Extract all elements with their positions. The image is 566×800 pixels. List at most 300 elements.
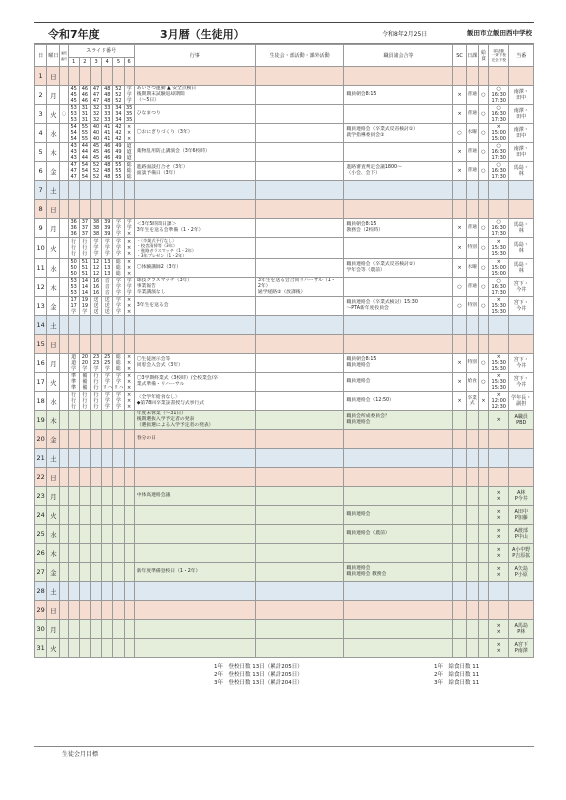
text-line: 16:30: [491, 284, 506, 290]
kyu-cell: ○: [478, 278, 488, 297]
slide-value: 送: [104, 303, 110, 309]
slide-value: 行: [93, 379, 99, 385]
dismissal-cell: [489, 86, 509, 105]
slide-cell: [79, 162, 90, 181]
text-line: ○: [496, 219, 501, 225]
slide-cell: [68, 316, 79, 335]
student-cell: [255, 620, 344, 639]
slide-value: 52: [115, 86, 122, 92]
slide-value: 行: [71, 398, 77, 404]
text-line: 職員連絡会（卒業式反省検討①）: [346, 127, 418, 133]
col-slide: スライド番号: [68, 45, 134, 58]
text-line: （小会、会下）: [346, 171, 381, 176]
slide-cell: [68, 506, 79, 525]
day-row: [35, 297, 534, 316]
staff-cell: [344, 582, 453, 601]
slide-cell: [113, 143, 124, 162]
day-row: [35, 544, 534, 563]
sc-cell: [453, 335, 466, 354]
lunch-cell: 特別: [466, 354, 478, 373]
col-staff: 職員諸会合等: [344, 45, 453, 67]
slide-value: 43: [70, 149, 77, 155]
seq-mark: [60, 162, 68, 181]
slide-value: ×: [127, 297, 132, 303]
text-line: 12:00: [491, 398, 506, 404]
dismissal-cell: [489, 143, 509, 162]
day-number: 13: [35, 297, 47, 316]
slide-value: 学: [115, 239, 121, 245]
lunch-cell: [466, 200, 478, 219]
slide-value: 行: [93, 373, 99, 379]
slide-cell: [90, 506, 101, 525]
slide-value: 19: [81, 297, 89, 303]
slide-value: 53: [70, 284, 77, 290]
calendar-table: [34, 44, 534, 658]
slide-value: 備: [82, 385, 88, 391]
text-line: 2年）: [257, 284, 271, 290]
staff-cell: [344, 143, 453, 162]
kyu-cell: [478, 181, 488, 200]
seq-mark: [60, 238, 68, 259]
text-line: 副担: [516, 401, 527, 407]
issue-date: 令和8年2月25日: [382, 31, 428, 38]
days-2: 2年 登校日数 13日（累計205日）: [214, 672, 303, 678]
event-cell: [134, 392, 255, 411]
slide-value: 39: [104, 225, 111, 231]
slide-value: 行: [71, 392, 77, 398]
day-number: 23: [35, 487, 47, 506]
slide-cell: [79, 105, 90, 124]
slide-cell: [90, 335, 101, 354]
slide-value: 53: [70, 111, 77, 117]
slide-value: 45: [70, 98, 77, 104]
event-cell: [134, 544, 255, 563]
slide-value: 学: [104, 379, 110, 385]
slide-value: 32: [92, 105, 100, 111]
slide-value: 40: [92, 130, 100, 136]
slide-cell: [124, 392, 134, 411]
slide-value: 送: [93, 303, 99, 309]
sc-cell: [453, 506, 466, 525]
slide-value: 44: [81, 143, 89, 149]
slide-value: 25: [104, 360, 111, 366]
text-line: 16:30: [491, 225, 506, 231]
slide-cell: [102, 259, 113, 278]
text-line: 〇おにぎりづくり（3年）: [136, 130, 193, 136]
slide-cell: [90, 67, 101, 86]
kyu-2: 2年 給食日数 11: [434, 672, 480, 678]
text-line: 就学指導委員会①: [346, 133, 385, 138]
duty-cell: [509, 639, 534, 658]
seq-mark: [60, 124, 68, 143]
sc-cell: [453, 449, 466, 468]
weekday: 火: [47, 506, 60, 525]
text-line: 〈全学年給食なし〉: [136, 395, 180, 401]
kyu-cell: ○: [478, 354, 488, 373]
slide-cell: [124, 162, 134, 181]
slide-value: 55: [81, 136, 89, 142]
staff-cell: [344, 86, 453, 105]
kyu-cell: [478, 67, 488, 86]
text-line: 17:30: [491, 155, 506, 161]
day-number: 16: [35, 354, 47, 373]
weekday: 水: [47, 392, 60, 411]
kyu-cell: [478, 582, 488, 601]
slide-cell: [68, 601, 79, 620]
staff-cell: [344, 297, 453, 316]
event-cell: [134, 620, 255, 639]
page-title: 3月暦（生徒用）: [160, 28, 245, 41]
weekday: 火: [47, 639, 60, 658]
slide-value: 学: [93, 251, 99, 257]
slide-value: 36: [70, 219, 77, 225]
slide-value: ×: [127, 239, 132, 245]
text-line: ×: [496, 124, 501, 130]
duty-cell: [509, 525, 534, 544]
slide-value: 48: [104, 162, 111, 168]
staff-cell: [344, 411, 453, 430]
weekday: 火: [47, 373, 60, 392]
duty-cell: [509, 105, 534, 124]
slide-value: 35: [125, 105, 133, 111]
text-line: 15:30: [491, 366, 506, 372]
slide-cell: [113, 392, 124, 411]
weekday: 金: [47, 430, 60, 449]
day-row: [35, 124, 534, 143]
text-line: 馬島・: [513, 242, 529, 248]
student-cell: [255, 544, 344, 563]
slide-value: 総: [115, 271, 121, 277]
slide-value: 52: [92, 162, 100, 168]
student-cell: [255, 162, 344, 181]
slide-value: 総: [115, 265, 121, 271]
slide-value: 総: [115, 366, 121, 372]
text-line: 15:30: [491, 360, 506, 366]
slide-value: 行: [82, 239, 88, 245]
text-line: 田中: [516, 133, 527, 139]
text-line: ＜3年5時間日課＞: [136, 222, 177, 228]
slide-value: 31: [81, 111, 89, 117]
slide-cell: [90, 430, 101, 449]
slide-cell: [90, 219, 101, 238]
slide-value: 学: [126, 290, 132, 296]
dismissal-cell: [489, 639, 509, 658]
slide-value: 41: [104, 136, 111, 142]
weekday: 日: [47, 335, 60, 354]
student-cell: [255, 238, 344, 259]
text-line: 田中: [516, 95, 527, 101]
dismissal-cell: [489, 335, 509, 354]
slide-cell: [113, 200, 124, 219]
lunch-cell: 特別: [466, 297, 478, 316]
slide-value: ×: [127, 373, 132, 379]
dismissal-cell: [489, 181, 509, 200]
duty-cell: [509, 468, 534, 487]
weekday: 木: [47, 278, 60, 297]
slide-cell: [90, 601, 101, 620]
text-line: ×: [496, 239, 501, 245]
slide-cell: [124, 200, 134, 219]
slide-value: 55: [115, 174, 122, 180]
dismissal-cell: [489, 238, 509, 259]
seq-mark: [60, 620, 68, 639]
sc-cell: ×: [453, 162, 466, 181]
dismissal-cell: [489, 449, 509, 468]
text-line: 15:30: [491, 379, 506, 385]
slide-value: 学: [126, 86, 132, 92]
slide-value: 学: [115, 392, 121, 398]
student-cell: [255, 411, 344, 430]
text-line: ×: [496, 496, 501, 502]
slide-cell: [113, 162, 124, 181]
day-number: 7: [35, 181, 47, 200]
text-line: 林: [518, 228, 524, 234]
slide-value: 行: [82, 251, 88, 257]
col-sc: SC: [453, 45, 466, 67]
slide-value: 19: [81, 303, 89, 309]
duty-cell: [509, 259, 534, 278]
slide-cell: [79, 143, 90, 162]
slide-value: 45: [70, 86, 77, 92]
slide-cell: [90, 468, 101, 487]
slide-value: 54: [81, 162, 89, 168]
text-line: P今井: [514, 496, 528, 502]
student-cell: [255, 335, 344, 354]
text-line: A田中: [514, 509, 528, 515]
slide-value: 学: [104, 251, 110, 257]
text-line: ・進路ガラスマッチ（1・2年）: [136, 248, 197, 253]
slide-cell: [90, 639, 101, 658]
seq-mark: [60, 181, 68, 200]
day-row: [35, 601, 534, 620]
slide-cell: [102, 219, 113, 238]
text-line: 職員連絡会: [346, 512, 371, 518]
seq-mark: [60, 582, 68, 601]
text-line: 職員連絡会: [346, 420, 371, 425]
duty-cell: [509, 411, 534, 430]
text-line: ×: [496, 642, 501, 648]
day-row: [35, 143, 534, 162]
sc-cell: ×: [453, 259, 466, 278]
staff-cell: [344, 316, 453, 335]
slide-cell: [113, 181, 124, 200]
slide-cell: [79, 67, 90, 86]
slide-value: 行: [93, 404, 99, 410]
lunch-cell: 特別: [466, 238, 478, 259]
slide-value: 16: [92, 278, 100, 284]
slide-value: 34: [115, 117, 122, 123]
text-line: 3年生を送る会準備（1・2年）: [136, 228, 204, 233]
slide-value: 行: [82, 392, 88, 398]
weekday: 日: [47, 601, 60, 620]
slide-cell: [79, 354, 90, 373]
lunch-cell: [466, 506, 478, 525]
slide-cell: [79, 525, 90, 544]
text-line: ×: [496, 528, 501, 534]
dismissal-cell: [489, 544, 509, 563]
table-body: [35, 67, 534, 658]
text-line: ×: [496, 515, 501, 521]
slide-cell: [68, 354, 79, 373]
slide-cell: [90, 278, 101, 297]
slide-cell: [102, 181, 113, 200]
slide-value: 学: [115, 373, 121, 379]
council-goal-label: 生徒会月目標: [62, 751, 99, 758]
text-line: 年度末休業（～31日）: [136, 411, 186, 417]
slide-cell: [68, 449, 79, 468]
text-line: 今井: [516, 306, 527, 312]
seq-mark: [60, 373, 68, 392]
dismissal-cell: [489, 105, 509, 124]
event-cell: [134, 639, 255, 658]
slide-cell: [68, 259, 79, 278]
lunch-cell: 給食: [466, 373, 478, 392]
student-cell: [255, 105, 344, 124]
day-number: 8: [35, 200, 47, 219]
seq-mark: [60, 259, 68, 278]
slide-cell: [68, 563, 79, 582]
staff-cell: [344, 67, 453, 86]
slide-num: 5: [113, 58, 124, 67]
slide-value: 準: [71, 379, 77, 385]
slide-cell: [113, 582, 124, 601]
seq-mark: [60, 297, 68, 316]
slide-value: 54: [70, 136, 77, 142]
slide-value: 学: [126, 219, 132, 225]
slide-cell: [79, 468, 90, 487]
slide-value: 32: [92, 111, 100, 117]
weekday: 金: [47, 162, 60, 181]
text-line: ×: [496, 259, 501, 265]
day-row: [35, 563, 534, 582]
slide-cell: [102, 335, 113, 354]
text-line: 進路審査判定会議1800～: [346, 165, 402, 171]
text-line: 3年生を送る会合同リハーサル（1・: [257, 278, 336, 284]
slide-value: 50: [70, 271, 77, 277]
text-line: 今井: [516, 363, 527, 369]
day-number: 27: [35, 563, 47, 582]
staff-cell: [344, 506, 453, 525]
text-line: 15:00: [491, 130, 506, 136]
weekday: 土: [47, 449, 60, 468]
slide-cell: [79, 373, 90, 392]
day-row: [35, 219, 534, 238]
slide-cell: [90, 620, 101, 639]
sc-cell: [453, 181, 466, 200]
slide-cell: [90, 449, 101, 468]
slide-cell: [79, 430, 90, 449]
day-row: [35, 582, 534, 601]
slide-cell: [124, 373, 134, 392]
day-row: [35, 373, 534, 392]
dismissal-cell: [489, 297, 509, 316]
slide-value: 54: [70, 130, 77, 136]
slide-value: 55: [81, 130, 89, 136]
slide-value: 学: [93, 245, 99, 251]
text-line: P小原: [514, 572, 528, 578]
slide-cell: [124, 238, 134, 259]
student-cell: [255, 67, 344, 86]
staff-cell: [344, 200, 453, 219]
slide-cell: [113, 354, 124, 373]
slide-value: 学: [115, 284, 121, 290]
school-name: 飯田市立飯田西中学校: [467, 29, 532, 37]
duty-cell: [509, 392, 534, 411]
lunch-cell: [466, 411, 478, 430]
day-row: [35, 238, 534, 259]
slide-value: 学: [115, 398, 121, 404]
slide-cell: [102, 105, 113, 124]
slide-cell: [90, 354, 101, 373]
text-line: 職員連絡会: [346, 566, 371, 572]
slide-cell: [102, 639, 113, 658]
slide-value: 総: [126, 162, 132, 168]
slide-cell: [68, 335, 79, 354]
text-line: 職員連絡会 教務会: [346, 572, 387, 577]
day-number: 22: [35, 468, 47, 487]
slide-cell: [113, 620, 124, 639]
text-line: （～5日）: [136, 97, 159, 103]
slide-value: 44: [81, 149, 89, 155]
student-cell: [255, 259, 344, 278]
kyu-cell: [478, 563, 488, 582]
slide-cell: [113, 105, 124, 124]
duty-cell: [509, 124, 534, 143]
weekday: 火: [47, 105, 60, 124]
slide-cell: [124, 525, 134, 544]
slide-cell: [124, 354, 134, 373]
day-row: [35, 316, 534, 335]
staff-cell: [344, 259, 453, 278]
staff-cell: [344, 181, 453, 200]
slide-cell: [68, 238, 79, 259]
slide-value: 33: [104, 105, 111, 111]
slide-cell: [113, 468, 124, 487]
slide-value: 学: [126, 92, 132, 98]
slide-cell: [102, 316, 113, 335]
slide-value: 45: [92, 155, 100, 161]
slide-cell: [113, 335, 124, 354]
slide-cell: [90, 238, 101, 259]
slide-cell: [68, 278, 79, 297]
text-line: ×: [496, 297, 501, 303]
lunch-cell: [466, 487, 478, 506]
slide-value: 学: [115, 245, 121, 251]
slide-num: 4: [102, 58, 113, 67]
duty-cell: [509, 316, 534, 335]
slide-cell: [124, 124, 134, 143]
slide-value: 53: [70, 290, 77, 296]
day-row: [35, 278, 534, 297]
slide-value: 行: [71, 245, 77, 251]
slide-cell: [102, 392, 113, 411]
seq-mark: [60, 316, 68, 335]
staff-cell: [344, 449, 453, 468]
sc-cell: ×: [453, 219, 466, 238]
lunch-cell: [466, 639, 478, 658]
text-line: ひなまつり: [136, 111, 161, 117]
slide-cell: [90, 411, 101, 430]
slide-cell: [102, 582, 113, 601]
slide-cell: [79, 297, 90, 316]
text-line: 宮下・: [513, 376, 529, 382]
weekday: 月: [47, 620, 60, 639]
kyu-cell: [478, 316, 488, 335]
text-line: 面談予備日（3年）: [136, 171, 179, 176]
slide-value: 行: [82, 404, 88, 410]
day-row: [35, 86, 534, 105]
day-number: 3: [35, 105, 47, 124]
